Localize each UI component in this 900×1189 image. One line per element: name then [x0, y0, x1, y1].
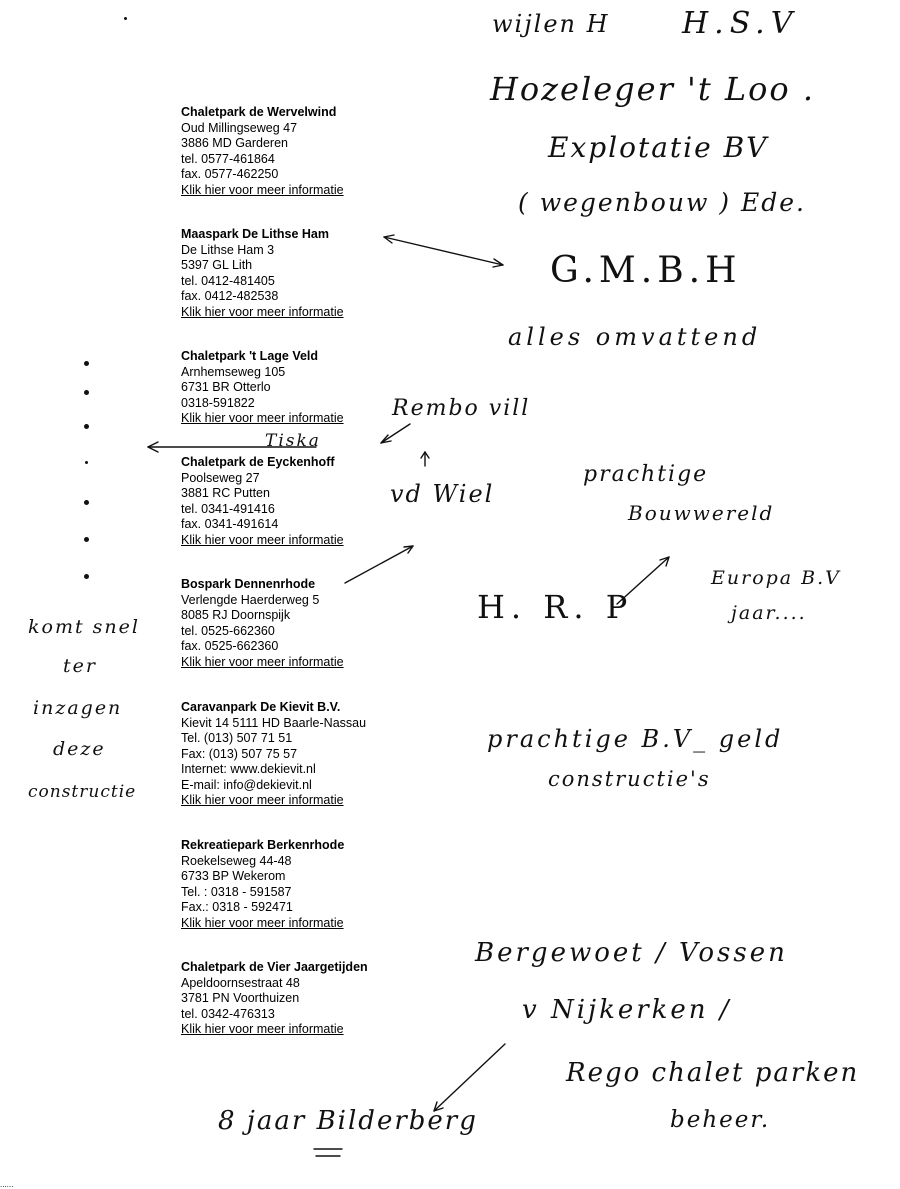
handwritten-note: H. R. P — [477, 588, 634, 626]
email-line: E-mail: info@dekievit.nl — [181, 777, 312, 792]
park-name: Bospark Dennenrhode — [181, 577, 316, 591]
website-line: Internet: www.dekievit.nl — [181, 762, 316, 776]
more-info-link[interactable]: Klik hier voor meer informatie — [181, 304, 344, 319]
fax-line: fax. 0525-662360 — [181, 639, 279, 653]
bullet-dot — [84, 537, 89, 542]
handwritten-note: Hozeleger 't Loo . — [490, 70, 815, 108]
park-name: Chaletpark 't Lage Veld — [181, 349, 319, 363]
postal-line: 3886 MD Garderen — [181, 136, 289, 150]
fax-line: Fax: (013) 507 75 57 — [181, 746, 298, 761]
phone-line: Tel. (013) 507 71 51 — [181, 731, 293, 745]
listing-de-kievit — [181, 700, 421, 809]
more-info-link[interactable]: Klik hier voor meer informatie — [181, 915, 344, 930]
more-info-link[interactable]: Klik hier voor meer informatie — [181, 793, 344, 807]
phone-line: Tel. : 0318 - 591587 — [181, 884, 292, 899]
phone-line: tel. 0525-662360 — [181, 623, 275, 638]
fax-line: Fax.: 0318 - 592471 — [181, 900, 293, 914]
phone-line: tel. 0577-461864 — [181, 151, 275, 166]
handwritten-note: prachtige — [583, 462, 709, 487]
bullet-dot — [84, 424, 89, 429]
bullet-dot — [84, 500, 89, 505]
more-info-link[interactable]: Klik hier voor meer informatie — [181, 1022, 344, 1036]
address-line: Arnhemseweg 105 — [181, 364, 286, 379]
address-line: Poolseweg 27 — [181, 470, 260, 485]
handwritten-note: v Nijkerken / — [522, 995, 732, 1025]
address-line: Apeldoornsestraat 48 — [181, 975, 300, 990]
phone-line: tel. 0342-476313 — [181, 1006, 275, 1021]
address-line: De Lithse Ham 3 — [181, 242, 275, 257]
scan-speck — [124, 17, 127, 20]
handwritten-note: beheer. — [670, 1107, 771, 1133]
fax-line: fax. 0577-462250 — [181, 167, 279, 181]
park-name: Rekreatiepark Berkenrhode — [181, 838, 345, 852]
arrow-bilderberg — [434, 1044, 505, 1111]
handwritten-note: vd Wiel — [390, 480, 495, 508]
underline-bilderberg — [314, 1149, 342, 1156]
arrow-rembo — [381, 424, 410, 443]
address-line: Roekelseweg 44-48 — [181, 853, 292, 868]
handwritten-note: Europa B.V — [711, 567, 841, 589]
postal-line: 3881 RC Putten — [181, 486, 270, 500]
bullet-dot — [84, 574, 89, 579]
handwritten-note: inzagen — [33, 697, 123, 719]
postal-line: 3781 PN Voorthuizen — [181, 991, 300, 1005]
handwritten-note: Bergewoet / Vossen — [475, 938, 788, 968]
listing-lithse-ham — [181, 227, 421, 320]
postal-line: 8085 RJ Doornspijk — [181, 608, 291, 622]
postal-line: 6733 BP Wekerom — [181, 869, 286, 883]
listing-vier-jaargetijden — [181, 960, 421, 1038]
handwritten-note: Explotatie BV — [548, 131, 769, 164]
park-name: Maaspark De Lithse Ham — [181, 227, 329, 241]
handwritten-note: prachtige B.V_ geld — [487, 725, 784, 753]
handwritten-note: jaar.... — [731, 602, 807, 624]
postal-line: 6731 BR Otterlo — [181, 380, 271, 394]
fax-line: fax. 0412-482538 — [181, 289, 279, 303]
address-line: Verlengde Haerderweg 5 — [181, 592, 320, 607]
phone-line: 0318-591822 — [181, 395, 255, 410]
park-name: Caravanpark De Kievit B.V. — [181, 700, 341, 714]
handwritten-note: Bouwwereld — [628, 501, 775, 525]
fax-line: fax. 0341-491614 — [181, 517, 279, 531]
listing-wervelwind — [181, 105, 421, 198]
park-name: Chaletpark de Vier Jaargetijden — [181, 960, 368, 974]
listing-dennenrhode — [181, 577, 421, 670]
more-info-link[interactable]: Klik hier voor meer informatie — [181, 182, 344, 197]
handwritten-note: 8 jaar Bilderberg — [218, 1106, 478, 1136]
phone-line: tel. 0341-491416 — [181, 501, 275, 516]
handwritten-note: ter — [63, 655, 97, 677]
bullet-dot — [84, 390, 89, 395]
handwritten-note: ( wegenbouw ) Ede. — [518, 188, 806, 217]
bullet-dot — [85, 461, 88, 464]
bullet-dot — [84, 361, 89, 366]
address-line: Kievit 14 5111 HD Baarle-Nassau — [181, 715, 367, 730]
phone-line: tel. 0412-481405 — [181, 273, 275, 288]
address-line: Oud Millingseweg 47 — [181, 120, 298, 135]
listing-eyckenhoff — [181, 455, 421, 548]
handwritten-note: Tiska — [265, 431, 321, 451]
handwritten-note: komt snel — [28, 616, 140, 638]
park-name: Chaletpark de Wervelwind — [181, 105, 337, 119]
postal-line: 5397 GL Lith — [181, 258, 253, 272]
more-info-link[interactable]: Klik hier voor meer informatie — [181, 411, 344, 425]
listing-lage-veld — [181, 349, 421, 427]
handwritten-note: deze — [53, 738, 106, 760]
handwritten-note: Rembo vill — [392, 396, 531, 421]
more-info-link[interactable]: Klik hier voor meer informatie — [181, 654, 344, 669]
handwritten-note: alles omvattend — [508, 323, 762, 351]
handwritten-note: H.S.V — [682, 6, 799, 41]
handwritten-note: G.M.B.H — [550, 250, 742, 291]
scan-specks: ...... — [0, 1180, 14, 1189]
handwritten-note: constructie's — [548, 767, 711, 791]
listing-berkenrhode — [181, 838, 421, 931]
handwritten-note: wijlen H — [492, 10, 610, 38]
more-info-link[interactable]: Klik hier voor meer informatie — [181, 532, 344, 547]
handwritten-note: Rego chalet parken — [566, 1058, 860, 1088]
handwritten-note: constructie — [28, 782, 137, 802]
park-name: Chaletpark de Eyckenhoff — [181, 455, 335, 469]
